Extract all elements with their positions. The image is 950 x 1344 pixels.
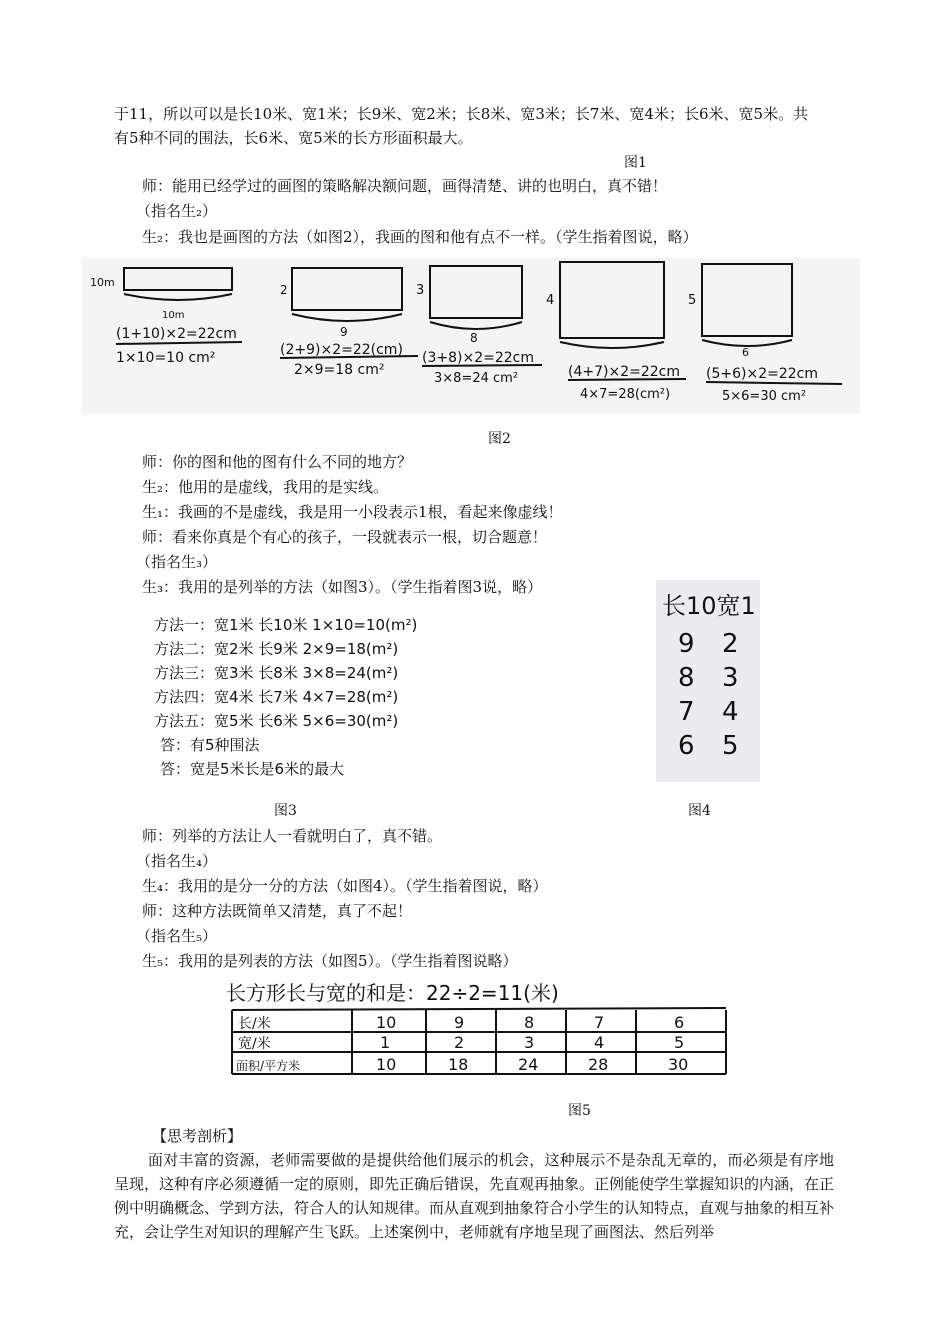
fig3-line: 方法一：宽1米 长10米 1×10=10(m²) xyxy=(154,616,416,634)
fig5-cell: 6 xyxy=(674,1013,685,1032)
fig3-line: 方法四：宽4米 长7米 4×7=28(m²) xyxy=(154,688,399,706)
dialog-line: 师：你的图和他的图有什么不同的地方？ xyxy=(142,453,413,471)
fig5-title: 长方形长与宽的和是：22÷2=11(米) xyxy=(226,981,559,1005)
fig4-cell: 2 xyxy=(722,629,739,659)
fig5-cell: 10 xyxy=(376,1013,397,1032)
eq1: (3+8)×2=22cm xyxy=(422,350,534,366)
figure-2 xyxy=(82,258,860,414)
fig5-cell: 9 xyxy=(454,1013,465,1032)
eq1: (5+6)×2=22cm xyxy=(706,366,818,382)
side-label: 5 xyxy=(688,293,697,308)
dialog-line: （指名生₃） xyxy=(136,553,218,571)
fig5-cell: 8 xyxy=(524,1013,535,1032)
fig4-cell: 6 xyxy=(678,731,695,761)
fig5-cell: 1 xyxy=(380,1033,391,1052)
fig5-cell: 30 xyxy=(668,1055,689,1074)
fig5-row-label: 面积/平方米 xyxy=(236,1059,301,1073)
fig4-header: 长10宽1 xyxy=(662,592,756,620)
dialog-line: 生₄：我用的是分一分的方法（如图4）。（学生指着图说，略） xyxy=(142,877,548,895)
bottom-label: 6 xyxy=(742,346,749,359)
fig3-line: 方法二：宽2米 长9米 2×9=18(m²) xyxy=(154,640,399,658)
eq1: (4+7)×2=22cm xyxy=(568,364,680,380)
fig2-panel-2 xyxy=(280,268,418,378)
figure-3 xyxy=(146,602,416,787)
fig5-cell: 18 xyxy=(448,1055,469,1074)
fig3-line: 答：宽是5米长是6米的最大 xyxy=(160,760,345,778)
section-heading: 【思考剖析】 xyxy=(152,1127,243,1145)
dialog-line: 师：看来你真是个有心的孩子，一段就表示一根，切合题意！ xyxy=(142,528,548,546)
dialog-line: 生₂：他用的是虚线，我用的是实线。 xyxy=(142,478,389,496)
eq2: 2×9=18 cm² xyxy=(294,362,385,378)
fig4-cell: 4 xyxy=(722,697,739,727)
eq2: 5×6=30 cm² xyxy=(722,389,807,404)
dialog-line: 师：能用已经学过的画图的策略解决额问题，画得清楚、讲的也明白，真不错！ xyxy=(142,177,668,195)
dialog-line: （指名生₂） xyxy=(136,202,218,220)
side-label: 4 xyxy=(546,293,555,308)
analysis-paragraph: 面对丰富的资源，老师需要做的是提供给他们展示的机会，这种展示不是杂乱无章的，而必须是有序地呈现，这种有序必须遵循一定的原则，即先正确后错误，先直观再抽象。正例能使学生掌握知识的内涵，在正例中明确概念、学到方法，符合人的认知规律。而从直观到抽象符合小学生的认知特点，直观与抽象的相互补充，会让学生对知识的理解产生飞跃。上述案例中，老师就有序地呈现了画图法、然后列举 xyxy=(114,1151,835,1241)
eq2: 3×8=24 cm² xyxy=(434,371,519,386)
side-label: 2 xyxy=(280,283,288,297)
fig3-line: 方法五：宽5米 长6米 5×6=30(m²) xyxy=(154,712,399,730)
fig4-cell: 9 xyxy=(678,629,695,659)
fig4-cell: 3 xyxy=(722,663,739,693)
dialog-line: 师：这种方法既简单又清楚，真了不起！ xyxy=(142,902,413,920)
eq2: 1×10=10 cm² xyxy=(116,350,216,366)
figure-5 xyxy=(218,976,740,1080)
fig3-line: 方法三：宽3米 长8米 3×8=24(m²) xyxy=(154,664,399,682)
fig2-panel-4 xyxy=(546,262,686,402)
dialog-line: 师：列举的方法让人一看就明白了，真不错。 xyxy=(142,827,443,845)
fig4-cell: 7 xyxy=(678,697,695,727)
fig5-cell: 24 xyxy=(518,1055,539,1074)
dialog-line: （指名生₅） xyxy=(136,927,218,945)
figure-caption: 图5 xyxy=(568,1103,591,1119)
fig5-cell: 28 xyxy=(588,1055,609,1074)
dialog-line: 生₂：我也是画图的方法（如图2），我画的图和他有点不一样。（学生指着图说，略） xyxy=(142,228,698,246)
figure-caption: 图1 xyxy=(624,155,647,171)
fig5-cell: 3 xyxy=(524,1033,535,1052)
fig5-cell: 2 xyxy=(454,1033,465,1052)
fig5-cell: 10 xyxy=(376,1055,397,1074)
text-line: 有5种不同的围法，长6米、宽5米的长方形面积最大。 xyxy=(114,129,473,147)
fig3-line: 答：有5种围法 xyxy=(160,736,260,754)
eq1: (1+10)×2=22cm xyxy=(116,326,237,342)
figure-caption: 图4 xyxy=(688,803,711,819)
fig5-cell: 5 xyxy=(674,1033,685,1052)
bottom-label: 8 xyxy=(470,331,478,345)
figure-caption: 图2 xyxy=(488,431,511,447)
fig5-cell: 7 xyxy=(594,1013,605,1032)
fig2-panel-3 xyxy=(416,266,542,386)
eq1: (2+9)×2=22(cm) xyxy=(280,342,403,358)
bottom-label: 10m xyxy=(162,310,185,321)
side-label: 10m xyxy=(90,276,115,289)
side-label: 3 xyxy=(416,283,425,298)
fig5-row-label: 长/米 xyxy=(238,1016,271,1032)
eq2: 4×7=28(cm²) xyxy=(580,387,671,402)
fig2-panel-5 xyxy=(688,264,842,404)
figure-caption: 图3 xyxy=(274,803,297,819)
fig2-panel-1 xyxy=(90,268,242,366)
dialog-line: 生₅：我用的是列表的方法（如图5）。（学生指着图说略） xyxy=(142,952,518,970)
text-line: 于11，所以可以是长10米、宽1米；长9米、宽2米；长8米、宽3米；长7米、宽4米；长6米、宽5米。共 xyxy=(114,105,809,123)
dialog-line: 生₃：我用的是列举的方法（如图3）。（学生指着图3说，略） xyxy=(142,578,543,596)
fig5-row-label: 宽/米 xyxy=(238,1036,271,1052)
fig4-cell: 5 xyxy=(722,731,739,761)
bottom-label: 9 xyxy=(340,325,348,339)
fig5-cell: 4 xyxy=(594,1033,605,1052)
fig4-cell: 8 xyxy=(678,663,695,693)
dialog-line: （指名生₄） xyxy=(136,852,218,870)
figure-4 xyxy=(656,580,760,782)
dialog-line: 生₁：我画的不是虚线，我是用一小段表示1根，看起来像虚线！ xyxy=(142,503,563,521)
